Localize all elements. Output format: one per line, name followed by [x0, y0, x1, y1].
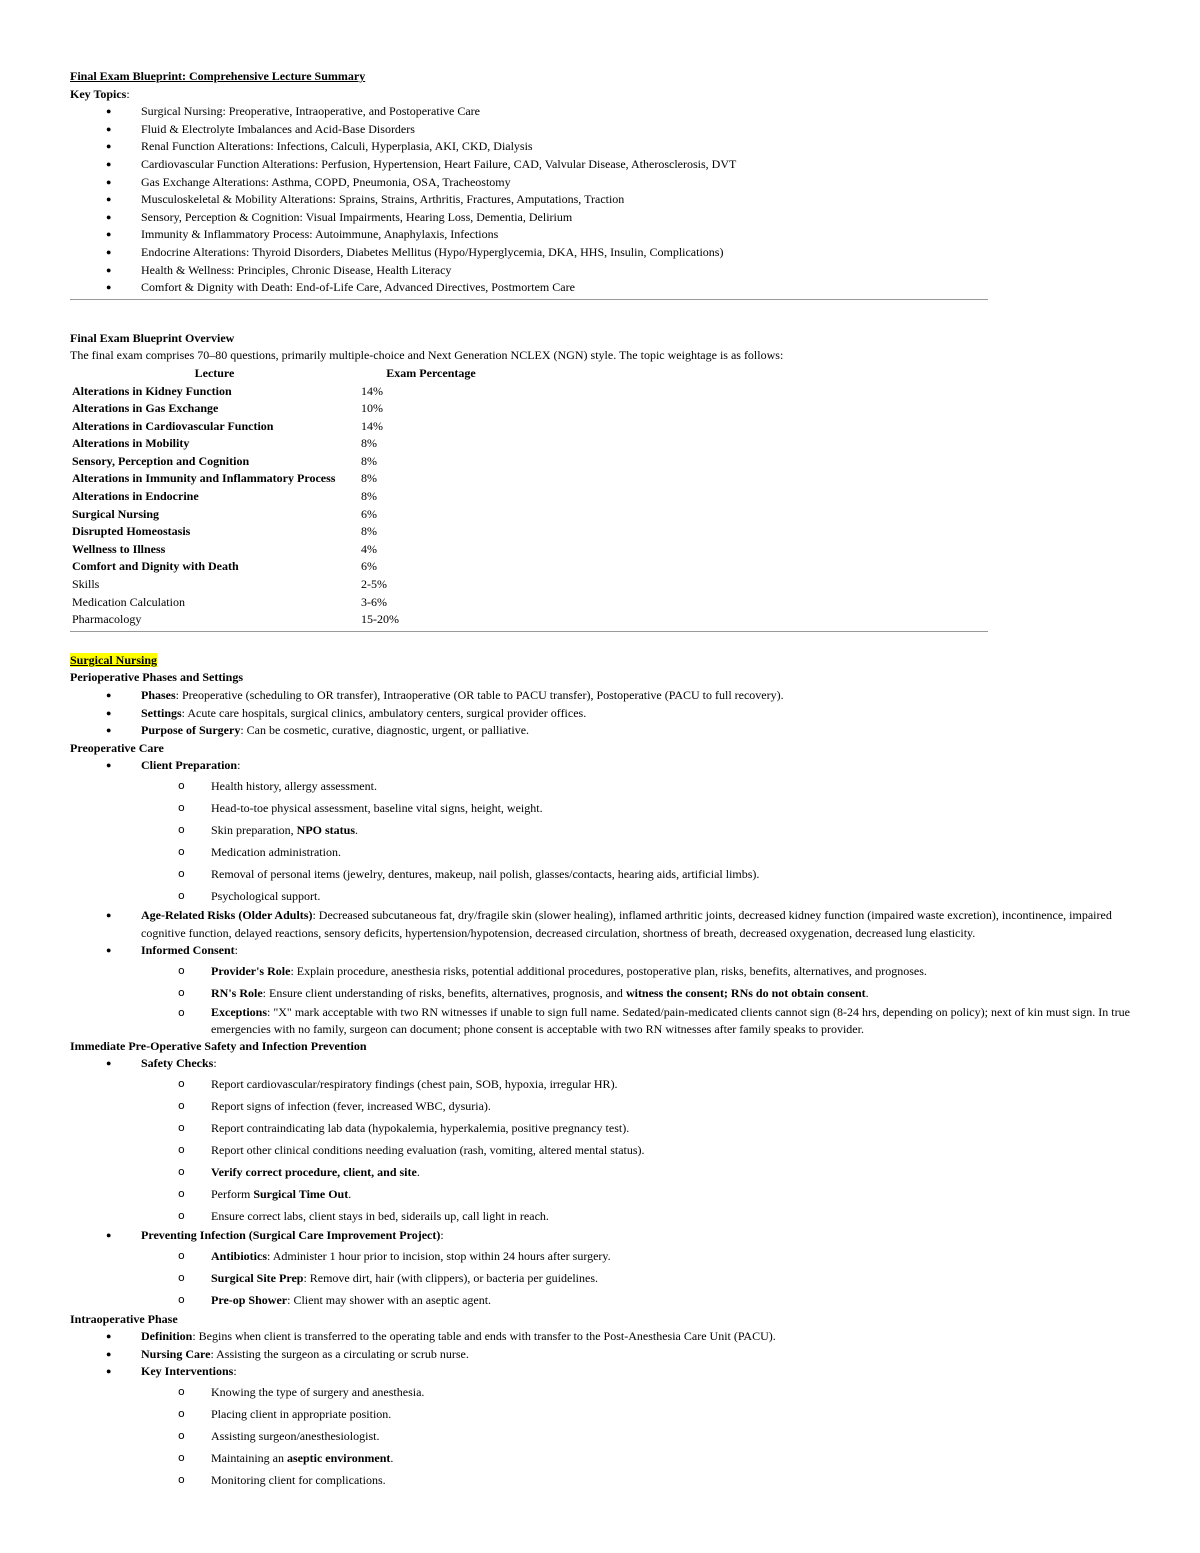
- sublist-item: o Pre-op Shower: Client may shower with an aseptic agent.: [70, 1289, 1130, 1311]
- list-item: ● Preventing Infection (Surgical Care Improvement Project):: [70, 1227, 1130, 1245]
- overview-intro: The final exam comprises 70–80 questions, primarily multiple-choice and Next Generation NCLEX (NGN) style. The topic weightage is as follows:: [70, 348, 784, 363]
- sublist-item: o Provider's Role: Explain procedure, anesthesia risks, potential additional procedures, postoperative plan, risks, benefits, alternatives, and prognoses.: [70, 960, 1130, 982]
- list-item: ● Gas Exchange Alterations: Asthma, COPD, Pneumonia, OSA, Tracheostomy: [70, 174, 1130, 192]
- list-item: ● Surgical Nursing: Preoperative, Intraoperative, and Postoperative Care: [70, 103, 1130, 121]
- lecture-cell: Pharmacology: [72, 612, 142, 627]
- list-item: ● Informed Consent:: [70, 942, 1130, 960]
- overview-title: Final Exam Blueprint Overview: [70, 330, 235, 345]
- lecture-cell: Medication Calculation: [72, 594, 185, 609]
- lecture-cell: Alterations in Immunity and Inflammatory Process: [72, 471, 336, 486]
- percentage-cell: 14%: [361, 418, 383, 433]
- col-lecture-header: Lecture: [194, 365, 235, 380]
- percentage-cell: 8%: [361, 436, 377, 451]
- sublist-item: o Knowing the type of surgery and anesthesia.: [70, 1381, 1130, 1403]
- lecture-cell: Disrupted Homeostasis: [72, 524, 191, 539]
- list-item: ● Key Interventions:: [70, 1363, 1130, 1381]
- percentage-cell: 8%: [361, 453, 377, 468]
- key-interventions-sublist: [70, 1381, 1130, 1491]
- sublist-item: o Report other clinical conditions needing evaluation (rash, vomiting, altered mental status).: [70, 1139, 1130, 1161]
- preop-heading: Preoperative Care: [70, 740, 164, 755]
- periop-heading: Perioperative Phases and Settings: [70, 670, 243, 685]
- lecture-cell: Comfort and Dignity with Death: [72, 559, 239, 574]
- list-item: ● Safety Checks:: [70, 1055, 1130, 1073]
- sublist-item: o Report cardiovascular/respiratory findings (chest pain, SOB, hypoxia, irregular HR).: [70, 1073, 1130, 1095]
- list-item: ● Musculoskeletal & Mobility Alterations: Sprains, Strains, Arthritis, Fractures, Amputations, Traction: [70, 191, 1130, 209]
- document-page: [70, 68, 1130, 1491]
- percentage-cell: 14%: [361, 383, 383, 398]
- list-item: ● Cardiovascular Function Alterations: Perfusion, Hypertension, Heart Failure, CAD, Valvular Disease, Atherosclerosis, DVT: [70, 156, 1130, 174]
- sublist-item: o Skin preparation, NPO status.: [70, 819, 1130, 841]
- percentage-cell: 8%: [361, 471, 377, 486]
- lecture-cell: Alterations in Gas Exchange: [72, 401, 219, 416]
- percentage-cell: 6%: [361, 506, 377, 521]
- intraop-list: [70, 1328, 1130, 1381]
- sublist-item: o Perform Surgical Time Out.: [70, 1183, 1130, 1205]
- list-item: ● Fluid & Electrolyte Imbalances and Acid-Base Disorders: [70, 121, 1130, 139]
- col-percentage-header: Exam Percentage: [386, 365, 476, 380]
- infection-list: [70, 1227, 1130, 1245]
- sublist-item: o Medication administration.: [70, 841, 1130, 863]
- list-item: ● Sensory, Perception & Cognition: Visual Impairments, Hearing Loss, Dementia, Delirium: [70, 209, 1130, 227]
- table-row: [70, 523, 503, 541]
- lecture-cell: Alterations in Cardiovascular Function: [72, 418, 274, 433]
- sublist-item: o Psychological support.: [70, 885, 1130, 907]
- table-row: [70, 576, 503, 594]
- percentage-cell: 2-5%: [361, 577, 387, 592]
- sublist-item: o Report signs of infection (fever, increased WBC, dysuria).: [70, 1095, 1130, 1117]
- percentage-cell: 3-6%: [361, 594, 387, 609]
- sublist-item: o Assisting surgeon/anesthesiologist.: [70, 1425, 1130, 1447]
- sublist-item: o Removal of personal items (jewelry, dentures, makeup, nail polish, glasses/contacts, hearing aids, artificial limbs).: [70, 863, 1130, 885]
- sublist-item: o Exceptions: "X" mark acceptable with two RN witnesses if unable to sign full name. Sedated/pain-medicated clients cannot sign (8-24 hrs, depending on policy); next of kin must sign. In true emergencies with no family, surgeon can document; phone consent is acceptable with two RN witnesses after family speaks to provider.: [70, 1004, 1130, 1038]
- list-item: ● Immunity & Inflammatory Process: Autoimmune, Anaphylaxis, Infections: [70, 226, 1130, 244]
- percentage-cell: 8%: [361, 489, 377, 504]
- preop-list-cont: [70, 907, 1130, 960]
- periop-list: [70, 687, 1130, 740]
- percentage-cell: 8%: [361, 524, 377, 539]
- sublist-item: o Maintaining an aseptic environment.: [70, 1447, 1130, 1469]
- list-item: ● Comfort & Dignity with Death: End-of-Life Care, Advanced Directives, Postmortem Care: [70, 279, 1130, 297]
- lecture-cell: Alterations in Endocrine: [72, 489, 199, 504]
- sublist-item: o RN's Role: Ensure client understanding of risks, benefits, alternatives, prognosis, and witness the consent; RNs do not obtain consent.: [70, 982, 1130, 1004]
- table-row: [70, 594, 503, 612]
- lecture-cell: Alterations in Mobility: [72, 436, 190, 451]
- percentage-cell: 6%: [361, 559, 377, 574]
- lecture-cell: Surgical Nursing: [72, 506, 160, 521]
- list-item: ● Nursing Care: Assisting the surgeon as a circulating or scrub nurse.: [70, 1346, 1130, 1364]
- sublist-item: o Health history, allergy assessment.: [70, 775, 1130, 797]
- sublist-item: o Ensure correct labs, client stays in bed, siderails up, call light in reach.: [70, 1205, 1130, 1227]
- sublist-item: o Report contraindicating lab data (hypokalemia, hyperkalemia, positive pregnancy test).: [70, 1117, 1130, 1139]
- consent-sublist: [70, 960, 1130, 1038]
- key-topics-heading: Key Topics:: [70, 86, 130, 101]
- sublist-item: o Antibiotics: Administer 1 hour prior to incision, stop within 24 hours after surgery.: [70, 1245, 1130, 1267]
- sublist-item: o Monitoring client for complications.: [70, 1469, 1130, 1491]
- preop-list: [70, 757, 1130, 775]
- list-item: ● Settings: Acute care hospitals, surgical clinics, ambulatory centers, surgical provider offices.: [70, 705, 1130, 723]
- percentage-cell: 10%: [361, 401, 383, 416]
- percentage-cell: 4%: [361, 541, 377, 556]
- percentage-cell: 15-20%: [361, 612, 399, 627]
- table-row: [70, 453, 503, 471]
- sublist-item: o Verify correct procedure, client, and site.: [70, 1161, 1130, 1183]
- list-item: ● Client Preparation:: [70, 757, 1130, 775]
- list-item: ● Purpose of Surgery: Can be cosmetic, curative, diagnostic, urgent, or palliative.: [70, 722, 1130, 740]
- table-row: [70, 435, 503, 453]
- table-row: [70, 541, 503, 559]
- table-row: [70, 488, 503, 506]
- table-row: [70, 470, 503, 488]
- intraop-heading: Intraoperative Phase: [70, 1311, 178, 1326]
- list-item: ● Definition: Begins when client is transferred to the operating table and ends with transfer to the Post-Anesthesia Care Unit (PACU).: [70, 1328, 1130, 1346]
- lecture-cell: Sensory, Perception and Cognition: [72, 453, 250, 468]
- table-row: [70, 418, 503, 436]
- summary-title: Final Exam Blueprint: Comprehensive Lecture Summary: [70, 69, 366, 83]
- list-item: ● Health & Wellness: Principles, Chronic Disease, Health Literacy: [70, 262, 1130, 280]
- lecture-cell: Alterations in Kidney Function: [72, 383, 232, 398]
- blueprint-table: [70, 365, 503, 629]
- sublist-item: o Surgical Site Prep: Remove dirt, hair (with clippers), or bacteria per guidelines.: [70, 1267, 1130, 1289]
- table-row: [70, 558, 503, 576]
- table-row: [70, 611, 503, 629]
- client-prep-sublist: [70, 775, 1130, 907]
- key-topics-list: [70, 103, 1130, 297]
- sublist-item: o Head-to-toe physical assessment, baseline vital signs, height, weight.: [70, 797, 1130, 819]
- table-row: [70, 506, 503, 524]
- list-item: ● Renal Function Alterations: Infections, Calculi, Hyperplasia, AKI, CKD, Dialysis: [70, 138, 1130, 156]
- infection-sublist: [70, 1245, 1130, 1311]
- table-row: [70, 400, 503, 418]
- lecture-cell: Wellness to Illness: [72, 541, 166, 556]
- safety-list: [70, 1055, 1130, 1073]
- list-item: ● Endocrine Alterations: Thyroid Disorders, Diabetes Mellitus (Hypo/Hyperglycemia, DKA, HHS, Insulin, Complications): [70, 244, 1130, 262]
- safety-sublist: [70, 1073, 1130, 1227]
- immediate-heading: Immediate Pre-Operative Safety and Infection Prevention: [70, 1038, 367, 1053]
- table-row: [70, 383, 503, 401]
- surgical-title: Surgical Nursing: [70, 652, 158, 667]
- table-header-row: [70, 365, 503, 383]
- list-item: ● Age-Related Risks (Older Adults): Decreased subcutaneous fat, dry/fragile skin (slower healing), inflamed arthritic joints, decreased kidney function (impaired waste excretion), incontinence, impaired cognitive function, delayed reactions, sensory deficits, hypertension/hypotension, decreased circulation, shortness of breath, decreased oxygenation, decreased lung elasticity.: [70, 907, 1130, 942]
- lecture-cell: Skills: [72, 577, 100, 592]
- sublist-item: o Placing client in appropriate position.: [70, 1403, 1130, 1425]
- blueprint-table-body: [70, 383, 503, 629]
- list-item: ● Phases: Preoperative (scheduling to OR transfer), Intraoperative (OR table to PACU transfer), Postoperative (PACU to full recovery).: [70, 687, 1130, 705]
